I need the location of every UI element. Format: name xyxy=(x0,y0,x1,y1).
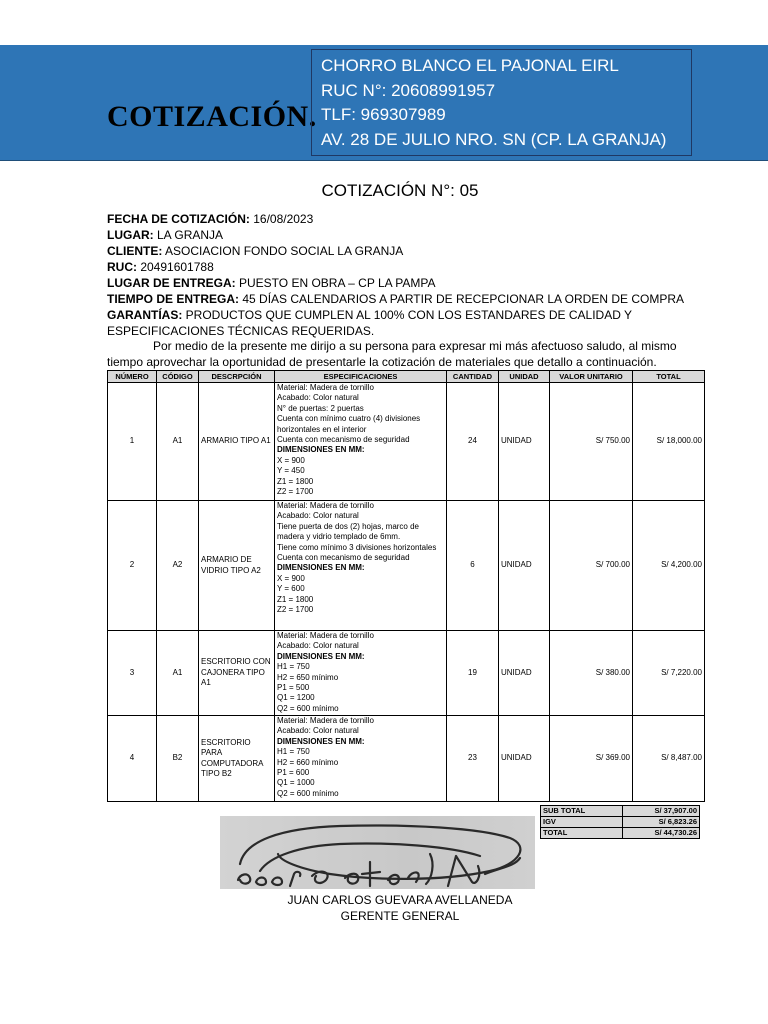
info-value: PRODUCTOS QUE CUMPLEN AL 100% CON LOS ESTANDARES DE CALIDAD Y ESPECIFICACIONES TÉCNICAS REQUERIDAS. xyxy=(107,308,632,338)
info-label: LUGAR DE ENTREGA: xyxy=(107,276,236,290)
row-quantity: 23 xyxy=(447,716,499,802)
table-row xyxy=(108,383,705,501)
spec-line: Material: Madera de tornillo xyxy=(277,501,374,510)
row-code: A2 xyxy=(157,501,199,631)
signatory xyxy=(0,892,768,924)
info-value: ASOCIACION FONDO SOCIAL LA GRANJA xyxy=(162,244,404,258)
row-unit: UNIDAD xyxy=(499,383,550,501)
row-unit: UNIDAD xyxy=(499,716,550,802)
totals-value: S/ 37,907.00 xyxy=(623,806,700,817)
spec-line: Q1 = 1000 xyxy=(277,778,315,788)
row-unit-value: S/ 380.00 xyxy=(550,631,633,716)
spec-line: P1 = 600 xyxy=(277,768,310,778)
spec-line: Acabado: Color natural xyxy=(277,511,359,521)
company-info-box xyxy=(311,49,692,156)
info-value: 45 DÍAS CALENDARIOS A PARTIR DE RECEPCIONAR LA ORDEN DE COMPRA xyxy=(239,292,685,306)
info-label: CLIENTE: xyxy=(107,244,163,258)
spec-line: Material: Madera de tornillo xyxy=(277,716,374,725)
spec-line: Acabado: Color natural xyxy=(277,393,359,403)
row-specifications xyxy=(275,631,447,716)
row-unit: UNIDAD xyxy=(499,631,550,716)
header-cell: VALOR UNITARIO xyxy=(550,371,633,383)
totals-value: S/ 6,823.26 xyxy=(623,817,700,828)
spec-line: DIMENSIONES EN MM: xyxy=(277,651,365,661)
signature-image xyxy=(220,816,535,889)
info-label: TIEMPO DE ENTREGA: xyxy=(107,292,240,306)
row-total: S/ 18,000.00 xyxy=(633,383,705,501)
row-number: 2 xyxy=(108,501,157,631)
row-quantity: 24 xyxy=(447,383,499,501)
signature-scribble xyxy=(220,816,535,889)
row-description: ARMARIO TIPO A1 xyxy=(199,383,275,501)
spec-line: P1 = 500 xyxy=(277,683,310,693)
spec-line: Tiene puerta de dos (2) hojas, marco de madera y vidrio templado de 6mm. xyxy=(277,521,420,542)
row-unit: UNIDAD xyxy=(499,501,550,631)
company-name: CHORRO BLANCO EL PAJONAL EIRL xyxy=(321,56,619,75)
info-line xyxy=(107,275,707,291)
spec-line: Z2 = 1700 xyxy=(277,487,314,497)
table-row xyxy=(108,631,705,716)
info-value: PUESTO EN OBRA – CP LA PAMPA xyxy=(235,276,436,290)
spec-line: H1 = 750 xyxy=(277,747,310,757)
spec-line: Z1 = 1800 xyxy=(277,594,314,604)
document-title: COTIZACIÓN. xyxy=(107,100,317,133)
header-cell: CANTIDAD xyxy=(447,371,499,383)
row-total: S/ 8,487.00 xyxy=(633,716,705,802)
company-phone: TLF: 969307989 xyxy=(321,105,446,124)
spec-line: Material: Madera de tornillo xyxy=(277,631,374,640)
info-line xyxy=(107,211,707,227)
info-line xyxy=(107,307,707,339)
header-cell: UNIDAD xyxy=(499,371,550,383)
header-cell: NÚMERO xyxy=(108,371,157,383)
info-line xyxy=(107,259,707,275)
row-quantity: 6 xyxy=(447,501,499,631)
row-code: A1 xyxy=(157,383,199,501)
quote-number: COTIZACIÓN N°: 05 xyxy=(321,181,479,200)
signatory-position: GERENTE GENERAL xyxy=(340,909,460,923)
header-cell: CÓDIGO xyxy=(157,371,199,383)
spec-line: Acabado: Color natural xyxy=(277,726,359,736)
quote-info xyxy=(107,211,707,339)
totals-value: S/ 44,730.26 xyxy=(623,828,700,839)
row-description: ARMARIO DE VIDRIO TIPO A2 xyxy=(199,501,275,631)
spec-line: H2 = 650 mínimo xyxy=(277,672,339,682)
row-total: S/ 7,220.00 xyxy=(633,631,705,716)
info-value: 16/08/2023 xyxy=(249,212,314,226)
spec-line: Cuenta con mecanismo de seguridad xyxy=(277,435,410,445)
spec-line: Y = 450 xyxy=(277,466,305,476)
spec-line: N° de puertas: 2 puertas xyxy=(277,403,364,413)
row-unit-value: S/ 369.00 xyxy=(550,716,633,802)
spec-line: Cuenta con mínimo cuatro (4) divisiones horizontales en el interior xyxy=(277,414,421,434)
items-table xyxy=(107,370,705,802)
row-unit-value: S/ 700.00 xyxy=(550,501,633,631)
row-specifications xyxy=(275,501,447,631)
info-line xyxy=(107,227,707,243)
row-specifications xyxy=(275,383,447,501)
info-value: LA GRANJA xyxy=(153,228,224,242)
totals-label: TOTAL xyxy=(541,828,623,839)
spec-line: X = 900 xyxy=(277,455,305,465)
intro-paragraph xyxy=(107,338,707,370)
spec-line: DIMENSIONES EN MM: xyxy=(277,736,365,746)
intro-text: Por medio de la presente me dirijo a su persona para expresar mi más afectuoso saludo, al mismo tiempo aprovechar la oportunidad de presentarle la cotización de materiales que detallo a continuación. xyxy=(107,339,677,369)
header-cell: ESPECIFICACIONES xyxy=(275,371,447,383)
spec-line: H1 = 750 xyxy=(277,662,310,672)
info-label: LUGAR: xyxy=(107,228,154,242)
totals-row xyxy=(541,828,700,839)
spec-line: DIMENSIONES EN MM: xyxy=(277,563,365,573)
totals-label: IGV xyxy=(541,817,623,828)
spec-line: Material: Madera de tornillo xyxy=(277,383,374,392)
row-specifications xyxy=(275,716,447,802)
spec-line: Q2 = 600 mínimo xyxy=(277,703,339,713)
row-number: 1 xyxy=(108,383,157,501)
row-number: 4 xyxy=(108,716,157,802)
spec-line: Q1 = 1200 xyxy=(277,693,315,703)
info-value: 20491601788 xyxy=(137,260,214,274)
info-line xyxy=(107,291,707,307)
row-quantity: 19 xyxy=(447,631,499,716)
spec-line: DIMENSIONES EN MM: xyxy=(277,445,365,455)
totals-table xyxy=(540,805,700,839)
spec-line: Y = 600 xyxy=(277,584,305,594)
row-description: ESCRITORIO CON CAJONERA TIPO A1 xyxy=(199,631,275,716)
row-code: A1 xyxy=(157,631,199,716)
spec-line: Cuenta con mecanismo de seguridad xyxy=(277,553,410,563)
info-label: GARANTÍAS: xyxy=(107,308,183,322)
info-line xyxy=(107,243,707,259)
totals-row xyxy=(541,817,700,828)
row-description: ESCRITORIO PARA COMPUTADORA TIPO B2 xyxy=(199,716,275,802)
row-total: S/ 4,200.00 xyxy=(633,501,705,631)
spec-line: Z2 = 1700 xyxy=(277,605,314,615)
totals-row xyxy=(541,806,700,817)
spec-line: X = 900 xyxy=(277,573,305,583)
header-cell: DESCRPCIÓN xyxy=(199,371,275,383)
info-label: FECHA DE COTIZACIÓN: xyxy=(107,212,250,226)
spec-line: Z1 = 1800 xyxy=(277,476,314,486)
spec-line: Q2 = 600 mínimo xyxy=(277,788,339,798)
row-number: 3 xyxy=(108,631,157,716)
company-address: AV. 28 DE JULIO NRO. SN (CP. LA GRANJA) xyxy=(321,129,667,149)
row-code: B2 xyxy=(157,716,199,802)
spec-line: Acabado: Color natural xyxy=(277,641,359,651)
signatory-name: JUAN CARLOS GUEVARA AVELLANEDA xyxy=(287,893,513,907)
header-cell: TOTAL xyxy=(633,371,705,383)
info-label: RUC: xyxy=(107,260,137,274)
table-header-row xyxy=(108,371,705,383)
spec-line: Tiene como mínimo 3 divisiones horizontales xyxy=(277,542,437,552)
spec-line: H2 = 660 mínimo xyxy=(277,757,339,767)
company-ruc: RUC N°: 20608991957 xyxy=(321,80,496,100)
table-row xyxy=(108,716,705,802)
table-row xyxy=(108,501,705,631)
row-unit-value: S/ 750.00 xyxy=(550,383,633,501)
totals-label: SUB TOTAL xyxy=(541,806,623,817)
